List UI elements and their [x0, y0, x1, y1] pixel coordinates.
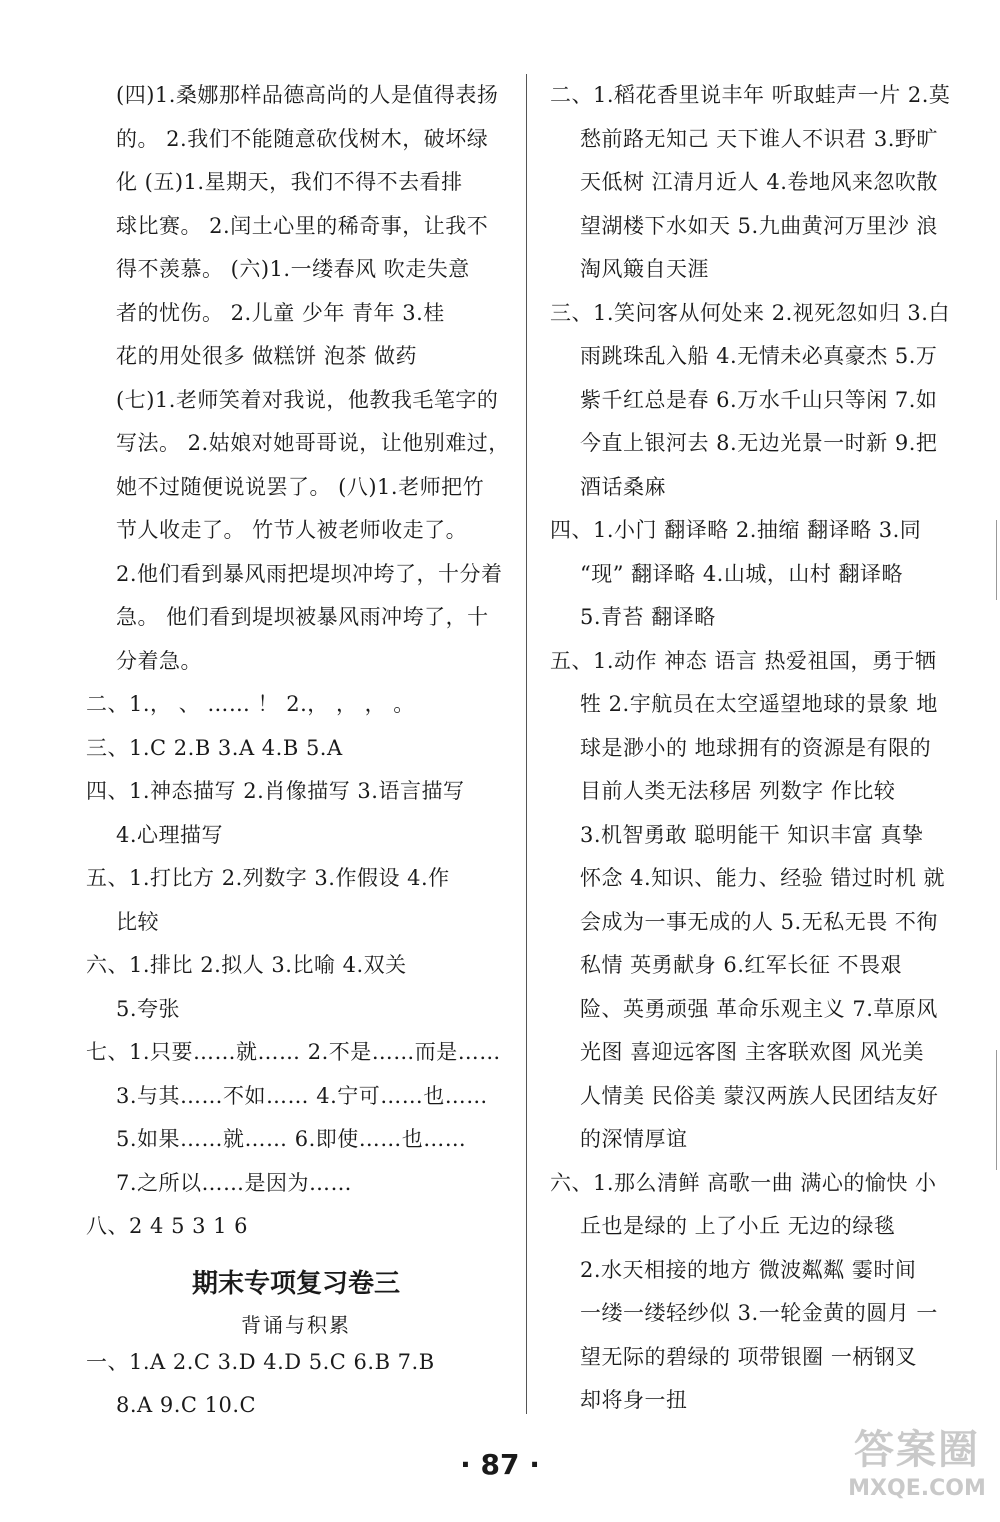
answer-line: 的深情厚谊 [580, 1127, 688, 1151]
answer-line: 六、1.那么清鲜 高歌一曲 满心的愉快 小 [550, 1170, 937, 1195]
answer-line: 3.机智勇敢 聪明能干 知识丰富 真挚 [580, 822, 924, 847]
answer-line: 丘也是绿的 上了小丘 无边的绿毯 [580, 1214, 896, 1238]
left-column [86, 74, 510, 1428]
answer-line: 二、1.， 、 …… ！ 2.， ， ， 。 [86, 692, 415, 716]
answer-line: 7.之所以……是因为…… [116, 1170, 353, 1195]
answer-line: 八、2 4 5 3 1 6 [86, 1214, 249, 1238]
answer-line: 淘风簸自天涯 [580, 257, 709, 281]
answer-line: 酒话桑麻 [580, 474, 666, 499]
section-title: 期末专项复习卷三 [191, 1268, 400, 1299]
watermark-title: 答案圈 [854, 1427, 980, 1473]
answer-line: 得不羡慕。 (六)1.一缕春风 吹走失意 [116, 257, 470, 281]
answer-line: 花的用处很多 做糕饼 泡茶 做药 [116, 344, 418, 368]
answer-line: 望湖楼下水如天 5.九曲黄河万里沙 浪 [580, 213, 938, 238]
answer-line: 急。 他们看到堤坝被暴风雨冲垮了，十 [116, 605, 489, 629]
answer-line: 她不过随便说说罢了。 (八)1.老师把竹 [116, 474, 485, 499]
answer-line: 球是渺小的 地球拥有的资源是有限的 [580, 735, 932, 760]
answer-line: 一、1.A 2.C 3.D 4.D 5.C 6.B 7.B [86, 1349, 435, 1374]
watermark-logo [842, 1426, 992, 1516]
answer-line: (七)1.老师笑着对我说，他教我毛笔字的 [116, 387, 499, 412]
answer-line: 者的忧伤。 2.儿童 少年 青年 3.桂 [116, 300, 445, 325]
answer-line: 牲 2.宇航员在太空遥望地球的景象 地 [580, 692, 938, 716]
answer-line: 六、1.排比 2.拟人 3.比喻 4.双关 [86, 953, 407, 977]
answer-line: 险、英勇顽强 革命乐观主义 7.草原风 [580, 996, 938, 1021]
answer-line: 天低树 江清月近人 4.卷地风来忽吹散 [580, 170, 938, 194]
watermark-url: MXQE.COM [848, 1476, 986, 1501]
answer-line: 节人收走了。 竹节人被老师收走了。 [116, 518, 468, 542]
answer-line: 会成为一事无成的人 5.无私无畏 不徇 [580, 909, 938, 934]
answer-line: 5.夸张 [116, 996, 181, 1021]
answer-line: 望无际的碧绿的 项带银圈 一柄钢叉 [580, 1344, 917, 1369]
answer-line: 比较 [116, 909, 159, 934]
answer-line: 5.青苔 翻译略 [580, 605, 716, 629]
answer-line: 七、1.只要……就…… 2.不是……而是…… [86, 1040, 501, 1064]
answer-line: 却将身一扭 [580, 1388, 688, 1412]
answer-line: 二、1.稻花香里说丰年 听取蛙声一片 2.莫 [550, 83, 951, 107]
answer-line: 8.A 9.C 10.C [116, 1393, 257, 1417]
answer-line: 愁前路无知己 天下谁人不识君 3.野旷 [580, 126, 938, 151]
answer-line: 今直上银河去 8.无边光景一时新 9.把 [580, 431, 938, 455]
answer-line: 光图 喜迎远客图 主客联欢图 风光美 [580, 1040, 925, 1064]
answer-line: 球比赛。 2.闰土心里的稀奇事，让我不 [116, 213, 489, 238]
answer-line: 私情 英勇献身 6.红军长征 不畏艰 [580, 953, 903, 977]
answer-line: 一缕一缕轻纱似 3.一轮金黄的圆月 一 [580, 1301, 938, 1325]
answer-line: 2.他们看到暴风雨把堤坝冲垮了，十分着 [116, 561, 503, 586]
answer-line: 的。 2.我们不能随意砍伐树木，破坏绿 [116, 126, 489, 151]
answer-line: 4.心理描写 [116, 822, 224, 847]
answer-line: 化 (五)1.星期天，我们不得不去看排 [116, 170, 463, 194]
answer-line: 目前人类无法移居 列数字 作比较 [580, 779, 896, 803]
answer-line: 怀念 4.知识、能力、经验 错过时机 就 [580, 866, 946, 890]
answer-line: 三、1.笑问客从何处来 2.视死忽如归 3.白 [550, 300, 950, 325]
answer-line: 五、1.打比方 2.列数字 3.作假设 4.作 [86, 866, 450, 890]
answer-line: 五、1.动作 神态 语言 热爱祖国，勇于牺 [550, 648, 937, 673]
answer-line: 写法。 2.姑娘对她哥哥说，让他别难过， [116, 431, 510, 455]
answer-line: 分着急。 [116, 648, 202, 673]
column-divider [526, 74, 527, 1414]
answer-line: 紫千红总是春 6.万水千山只等闲 7.如 [580, 387, 938, 412]
answer-line: 2.水天相接的地方 微波粼粼 霎时间 [580, 1257, 917, 1282]
answer-line: “现” 翻译略 4.山城，山村 翻译略 [580, 561, 904, 586]
answer-line: 雨跳珠乱入船 4.无情未必真豪杰 5.万 [580, 344, 938, 368]
answer-line: (四)1.桑娜那样品德高尚的人是值得表扬 [116, 83, 499, 107]
answer-line: 人情美 民俗美 蒙汉两族人民团结友好 [580, 1083, 939, 1108]
page-number: · 87 · [460, 1448, 540, 1481]
section-subtitle: 背诵与积累 [241, 1312, 351, 1337]
answer-line: 5.如果……就…… 6.即使……也…… [116, 1127, 467, 1151]
binding-edge-mark [996, 520, 997, 600]
answer-line: 四、1.小门 翻译略 2.抽缩 翻译略 3.同 [550, 518, 922, 542]
binding-edge-mark [996, 1050, 997, 1170]
right-column [550, 74, 970, 1423]
answer-line: 3.与其……不如…… 4.宁可……也…… [116, 1083, 488, 1108]
answer-line: 三、1.C 2.B 3.A 4.B 5.A [86, 735, 343, 760]
answer-line: 四、1.神态描写 2.肖像描写 3.语言描写 [86, 779, 465, 803]
